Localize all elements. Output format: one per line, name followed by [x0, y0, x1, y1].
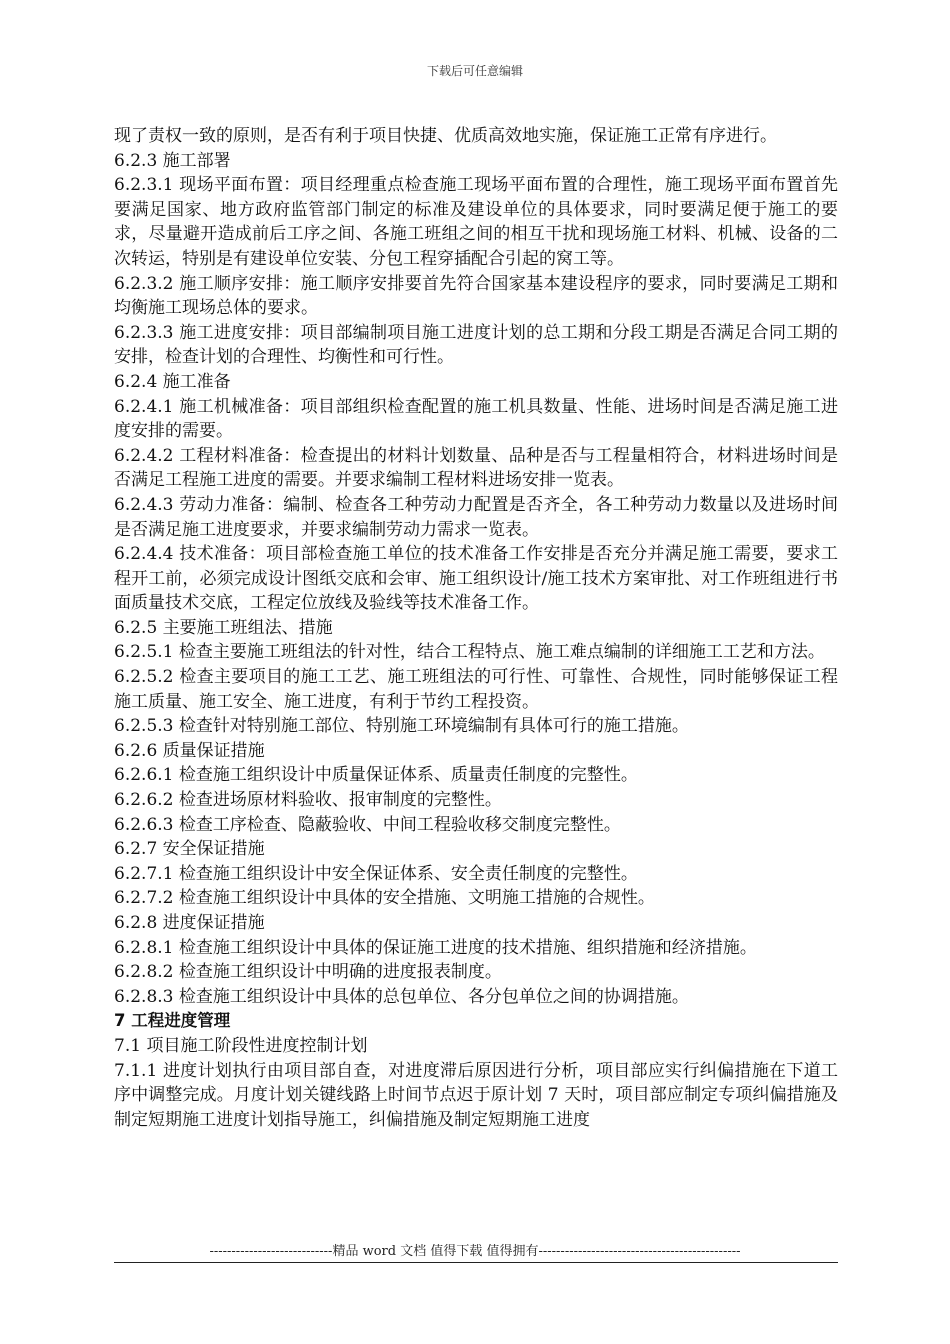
paragraph: 6.2.5 主要施工班组法、措施: [114, 617, 333, 638]
paragraph: 6.2.5.1 检查主要施工班组法的针对性，结合工程特点、施工难点编制的详细施工工艺和方法。: [114, 642, 825, 663]
paragraph: 6.2.6.3 检查工序检查、隐蔽验收、中间工程验收移交制度完整性。: [114, 814, 621, 835]
paragraph: 6.2.5.2 检查主要项目的施工工艺、施工班组法的可行性、可靠性、合规性，同时能够保证工程施工质量、施工安全、施工进度，有利于节约工程投资。: [114, 667, 838, 712]
paragraph: 6.2.6.1 检查施工组织设计中质量保证体系、质量责任制度的完整性。: [114, 765, 638, 786]
paragraph: 6.2.8.3 检查施工组织设计中具体的总包单位、各分包单位之间的协调措施。: [114, 986, 689, 1007]
page-header: 下载后可任意编辑: [426, 64, 523, 78]
paragraph: 6.2.4.1 施工机械准备：项目部组织检查配置的施工机具数量、性能、进场时间是否满足施工进度安排的需要。: [114, 396, 838, 442]
paragraph: 6.2.8 进度保证措施: [114, 913, 265, 933]
paragraph: 6.2.5.3 检查针对特别施工部位、特别施工环境编制有具体可行的施工措施。: [114, 716, 689, 737]
paragraph: 6.2.7.2 检查施工组织设计中具体的安全措施、文明施工措施的合规性。: [114, 888, 655, 909]
paragraph: 6.2.4.4 技术准备：项目部检查施工单位的技术准备工作安排是否充分并满足施工需要，要求工程开工前，必须完成设计图纸交底和会审、施工组织设计/施工技术方案审批、对工作班组进行书面质量技术交底，工程定位放线及验线等技术准备工作。: [114, 544, 838, 614]
paragraph: 6.2.8.2 检查施工组织设计中明确的进度报表制度。: [114, 962, 502, 983]
paragraph: 7.1 项目施工阶段性进度控制计划: [114, 1035, 368, 1056]
paragraph: 6.2.3 施工部署: [114, 150, 231, 171]
paragraph: 6.2.7.1 检查施工组织设计中安全保证体系、安全责任制度的完整性。: [114, 863, 638, 884]
document-body: [114, 124, 838, 1132]
paragraph: 6.2.6 质量保证措施: [114, 740, 265, 761]
paragraph: 6.2.7 安全保证措施: [114, 839, 265, 860]
footer-rule: [114, 1262, 838, 1263]
paragraph: 6.2.4 施工准备: [114, 371, 231, 392]
paragraph: 6.2.8.1 检查施工组织设计中具体的保证施工进度的技术措施、组织措施和经济措施。: [114, 937, 757, 958]
paragraph: 6.2.3.2 施工顺序安排：施工顺序安排要首先符合国家基本建设程序的要求，同时要满足工期和均衡施工现场总体的要求。: [114, 273, 838, 319]
page-footer: ----------------------------精品 word 文档 值得下载 值得拥有----------------------------------------------: [209, 1244, 741, 1259]
paragraph: 现了责权一致的原则，是否有利于项目快捷、优质高效地实施，保证施工正常有序进行。: [114, 126, 777, 146]
paragraph: 6.2.4.2 工程材料准备：检查提出的材料计划数量、品种是否与工程量相符合，材料进场时间是否满足工程施工进度的需要。并要求编制工程材料进场安排一览表。: [114, 445, 838, 491]
paragraph: 6.2.3.3 施工进度安排：项目部编制项目施工进度计划的总工期和分段工期是否满足合同工期的安排，检查计划的合理性、均衡性和可行性。: [114, 322, 838, 368]
paragraph: 7.1.1 进度计划执行由项目部自查，对进度滞后原因进行分析，项目部应实行纠偏措施在下道工序中调整完成。月度计划关键线路上时间节点迟于原计划 7 天时，项目部应制定专项纠偏措施及制定短期施工进度计划指导施工，纠偏措施及制定短期施工进度: [114, 1060, 838, 1130]
paragraph: 6.2.3.1 现场平面布置：项目经理重点检查施工现场平面布置的合理性，施工现场平面布置首先要满足国家、地方政府监管部门制定的标准及建设单位的具体要求，同时要满足便于施工的要求，尽量避开造成前后工序之间、各施工班组之间的相互干扰和现场施工材料、机械、设备的二次转运，特别是有建设单位安装、分包工程穿插配合引起的窝工等。: [114, 175, 838, 269]
paragraph: 6.2.4.3 劳动力准备：编制、检查各工种劳动力配置是否齐全，各工种劳动力数量以及进场时间是否满足施工进度要求，并要求编制劳动力需求一览表。: [114, 494, 838, 540]
section-heading: 7 工程进度管理: [114, 1011, 231, 1031]
paragraph: 6.2.6.2 检查进场原材料验收、报审制度的完整性。: [114, 790, 502, 811]
